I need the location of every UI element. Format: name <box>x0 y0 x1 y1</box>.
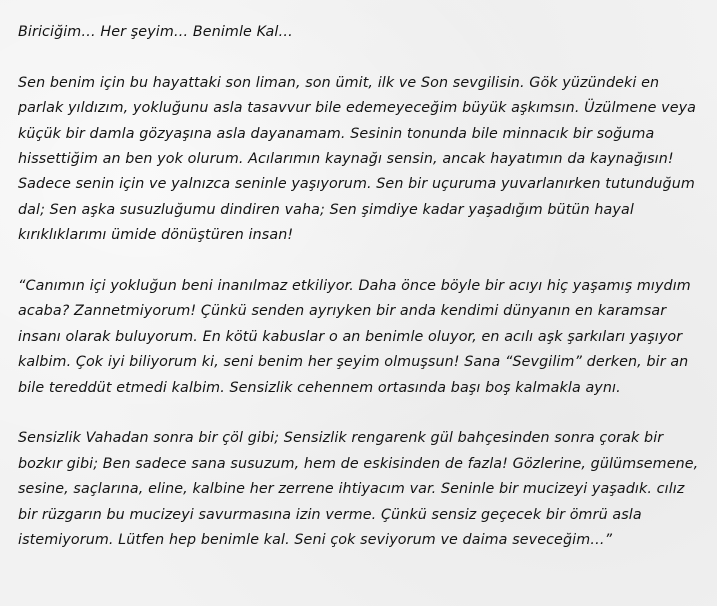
paragraph-gap <box>18 249 703 274</box>
letter-paragraph-3: Sensizlik Vahadan sonra bir çöl gibi; Sensizlik rengarenk gül bahçesinden sonra çorak bir bozkır gibi; Ben sadece sana susuzum, hem de eskisinden de fazla! Gözlerine, gülümsemene, sesine, saçlarına, eline, kalbine her zerrene ihtiyacım var. Seninle bir mucizeyi yaşadık. cılız bir rüzgarın bu mucizeyi savurmasına izin verme. Çünkü sensiz geçecek bir ömrü asla istemiyorum. Lütfen hep benimle kal. Seni çok seviyorum ve daima seveceğim…” <box>18 430 703 549</box>
letter-paragraph-1: Sen benim için bu hayattaki son liman, son ümit, ilk ve Son sevgilisin. Gök yüzündeki en parlak yıldızım, yokluğunu asla tasavvur bile edemeyeceğim büyük aşkımsın. Üzülmene veya küçük bir damla gözyaşına asla dayanamam. Sesinin tonunda bile minnacık bir soğuma hissettiğim an ben yok olurum. Acılarımın kaynağı sensin, ancak hayatımın da kaynağısın! Sadece senin için ve yalnızca seninle yaşıyorum. Sen bir uçuruma yuvarlanırken tutunduğum dal; Sen aşka susuzluğumu dindiren vaha; Sen şimdiye kadar yaşadığım bütün hayal kırıklıklarımı ümide dönüştüren insan! <box>18 74 701 244</box>
paragraph-gap <box>18 45 703 70</box>
letter-paragraph-2: “Canımın içi yokluğun beni inanılmaz etkiliyor. Daha önce böyle bir acıyı hiç yaşamış mıydım acaba? Zannetmiyorum! Çünkü senden ayrıyken bir anda kendimi dünyanın en karamsar insanı olarak buluyorum. En kötü kabuslar o an benimle oluyor, en acılı aşk şarkıları yaşıyor kalbim. Çok iyi biliyorum ki, seni benim her şeyim olmuşsun! Sana “Sevgilim” derken, bir an bile tereddüt etmedi kalbim. Sensizlik cehennem ortasında başı boş kalmakla aynı. <box>18 278 696 396</box>
paragraph-gap <box>18 401 703 426</box>
letter-greeting: Biriciğim… Her şeyim… Benimle Kal… <box>18 24 293 40</box>
